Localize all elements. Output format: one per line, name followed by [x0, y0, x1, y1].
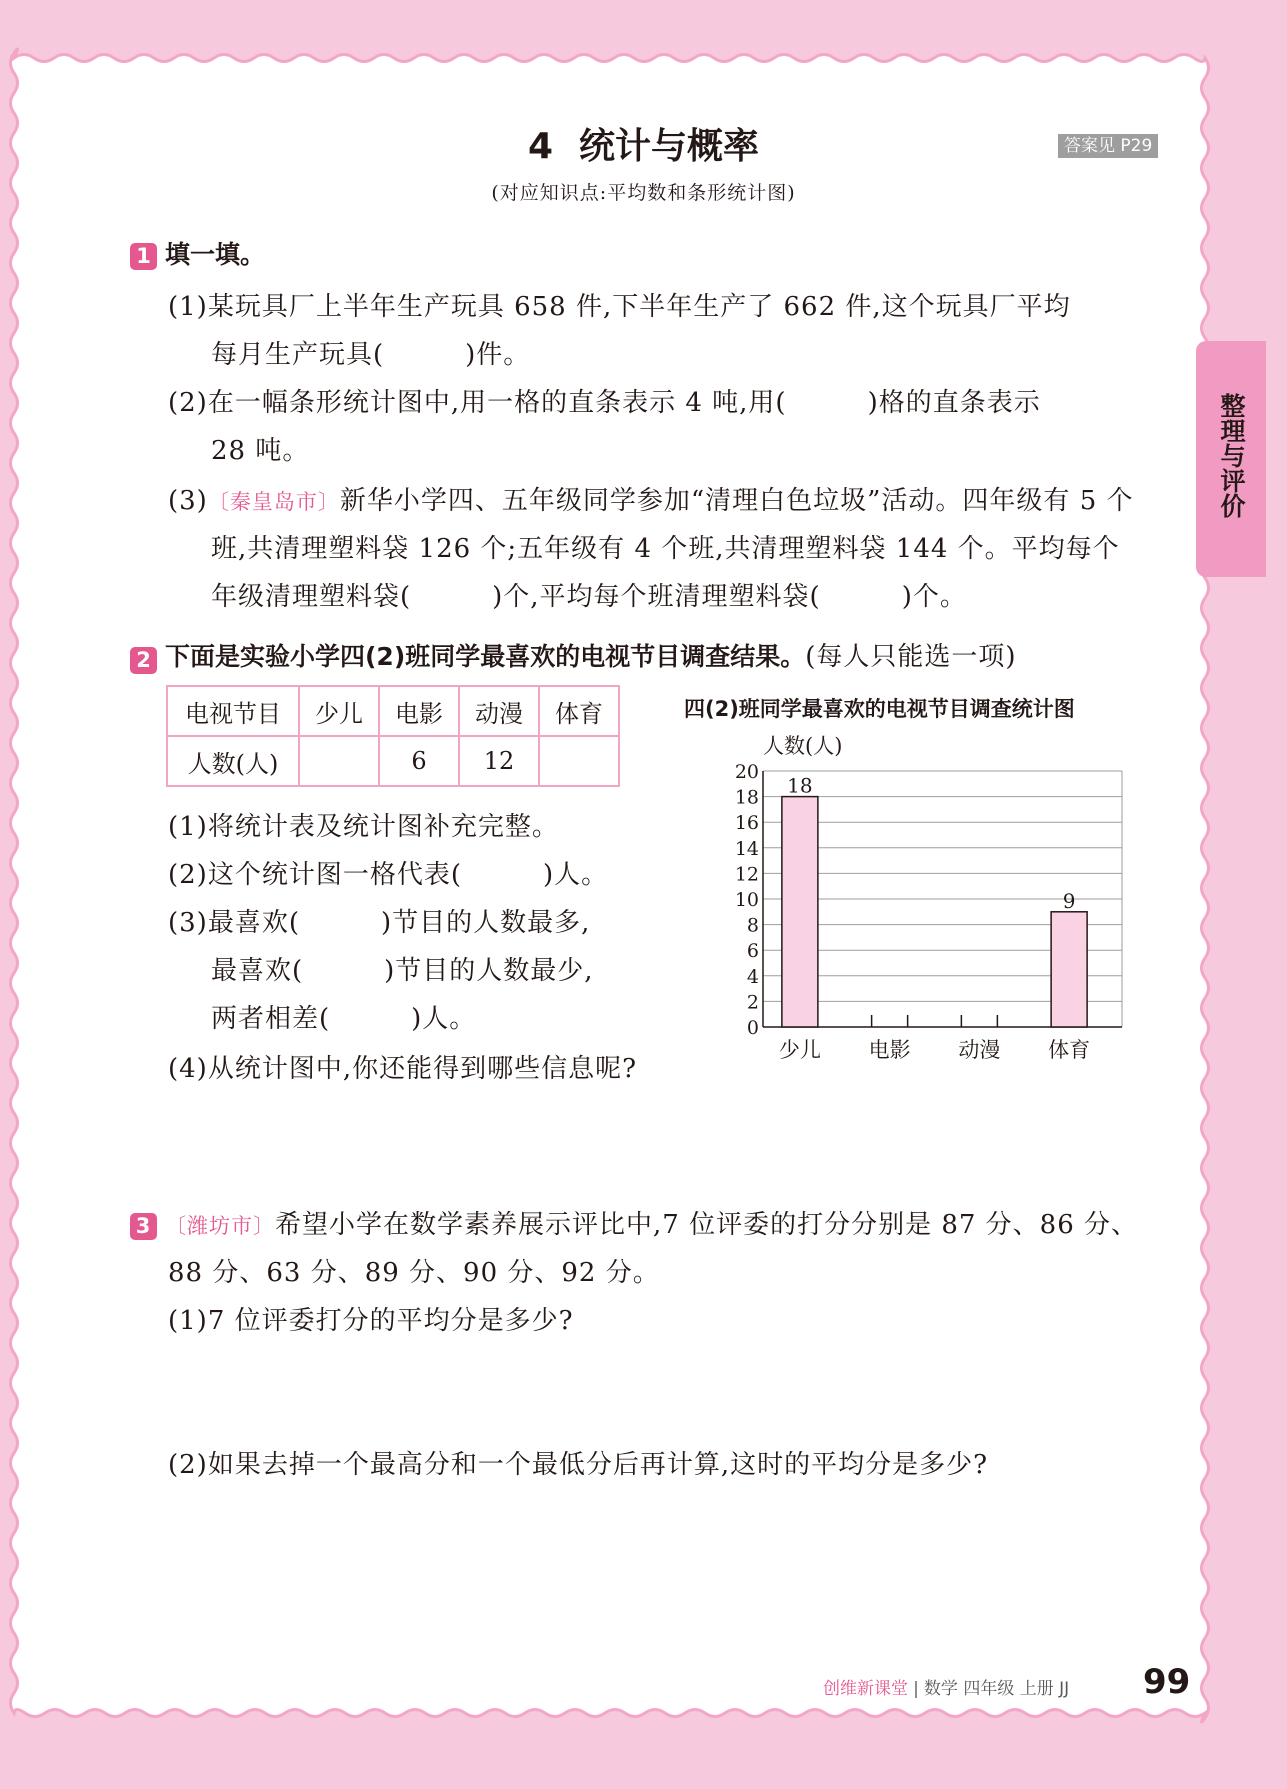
q1-line: 班,共清理塑料袋 126 个;五年级有 4 个班,共清理塑料袋 144 个。平均每个 — [211, 534, 1120, 564]
y-tick-label: 18 — [734, 786, 759, 809]
x-category-label: 少儿 — [778, 1038, 821, 1062]
chart-bar — [782, 797, 818, 1027]
y-tick-label: 6 — [746, 940, 759, 963]
q1-line: 每月生产玩具( )件。 — [211, 340, 531, 370]
q1-heading — [130, 235, 265, 271]
footer-info: 数学 四年级 上册 JJ — [923, 1679, 1070, 1699]
y-tick-label: 20 — [734, 761, 759, 783]
y-tick-label: 10 — [734, 889, 759, 911]
y-tick-label: 14 — [734, 837, 759, 860]
q3-line1 — [130, 1204, 1138, 1241]
y-tick-label: 2 — [746, 991, 759, 1014]
table-cell: 电视节目 — [167, 686, 299, 736]
q1-line: 年级清理塑料袋( )个,平均每个班清理塑料袋( )个。 — [211, 582, 967, 612]
knowledge-point-subtitle: (对应知识点:平均数和条形统计图) — [491, 182, 796, 204]
q2-number: 2 — [130, 647, 157, 674]
table-cell-blank[interactable] — [299, 736, 379, 786]
unit-title: 统计与概率 — [579, 126, 760, 167]
y-tick-label: 8 — [746, 914, 759, 937]
y-tick-label: 16 — [734, 812, 759, 835]
y-tick-label: 0 — [746, 1017, 759, 1039]
q1-sub3-line1 — [168, 480, 1134, 517]
bar-chart — [700, 725, 1150, 1075]
table-cell: 人数(人) — [167, 736, 299, 786]
q1-sub3-text: 新华小学四、五年级同学参加“清理白色垃圾”活动。四年级有 5 个 — [339, 486, 1134, 516]
page-number: 99 — [1143, 1662, 1191, 1702]
unit-number: 4 — [527, 126, 554, 167]
table-cell: 12 — [459, 736, 539, 786]
q2-heading — [130, 636, 1017, 674]
q2-heading-note: (每人只能选一项) — [805, 642, 1017, 672]
q1-line: (2)在一幅条形统计图中,用一格的直条表示 4 吨,用( )格的直条表示 — [168, 388, 1041, 418]
q2-sub: (4)从统计图中,你还能得到哪些信息呢? — [168, 1054, 638, 1084]
table-cell: 少儿 — [299, 686, 379, 736]
footer-brand: 创维新课堂 — [823, 1679, 908, 1699]
side-tab[interactable] — [1196, 341, 1266, 577]
q2-sub: 最喜欢( )节目的人数最少, — [211, 956, 594, 986]
q3-sub2: (2)如果去掉一个最高分和一个最低分后再计算,这时的平均分是多少? — [168, 1450, 989, 1480]
q3-text: 希望小学在数学素养展示评比中,7 位评委的打分分别是 87 分、86 分、 — [275, 1210, 1139, 1240]
q2-sub: (1)将统计表及统计图补充完整。 — [168, 812, 559, 842]
footer-divider: | — [913, 1679, 919, 1699]
x-category-label: 动漫 — [958, 1038, 1001, 1062]
table-cell: 体育 — [539, 686, 619, 736]
q3-number: 3 — [130, 1213, 157, 1240]
answer-reference-badge: 答案见 P29 — [1058, 134, 1158, 158]
q2-sub: 两者相差( )人。 — [211, 1004, 477, 1034]
region-tag: 〔秦皇岛市〕 — [207, 490, 340, 514]
q1-line: (1)某玩具厂上半年生产玩具 658 件,下半年生产了 662 件,这个玩具厂平均 — [168, 292, 1071, 322]
bar-data-label: 9 — [1062, 888, 1076, 913]
q3-line2: 88 分、63 分、89 分、90 分、92 分。 — [168, 1258, 660, 1288]
y-tick-label: 12 — [734, 863, 759, 886]
q2-sub: (2)这个统计图一格代表( )人。 — [168, 860, 609, 890]
table-cell-blank[interactable] — [539, 736, 619, 786]
x-category-label: 体育 — [1048, 1038, 1091, 1062]
q2-heading-text: 下面是实验小学四(2)班同学最喜欢的电视节目调查结果。 — [165, 642, 806, 671]
chart-ylabel: 人数(人) — [763, 734, 843, 758]
table-cell: 6 — [379, 736, 459, 786]
x-category-label: 电影 — [868, 1038, 911, 1062]
q1-number: 1 — [130, 243, 157, 270]
footer — [823, 1674, 1069, 1699]
chart-bar — [1051, 912, 1087, 1027]
q1-line: 28 吨。 — [211, 436, 310, 466]
q3-sub1: (1)7 位评委打分的平均分是多少? — [168, 1306, 574, 1336]
region-tag: 〔潍坊市〕 — [165, 1214, 275, 1238]
table-row — [167, 736, 619, 786]
side-tab-label: 整理与评价 — [1217, 393, 1246, 518]
q1-heading-text: 填一填。 — [165, 240, 266, 269]
survey-table — [166, 685, 620, 787]
y-tick-label: 4 — [746, 965, 759, 988]
chart-title: 四(2)班同学最喜欢的电视节目调查统计图 — [684, 697, 1075, 721]
q2-sub: (3)最喜欢( )节目的人数最多, — [168, 908, 591, 938]
table-cell: 动漫 — [459, 686, 539, 736]
q1-sub3-prefix: (3) — [168, 486, 208, 516]
table-header-row — [167, 686, 619, 736]
table-cell: 电影 — [379, 686, 459, 736]
bar-data-label: 18 — [787, 773, 813, 798]
